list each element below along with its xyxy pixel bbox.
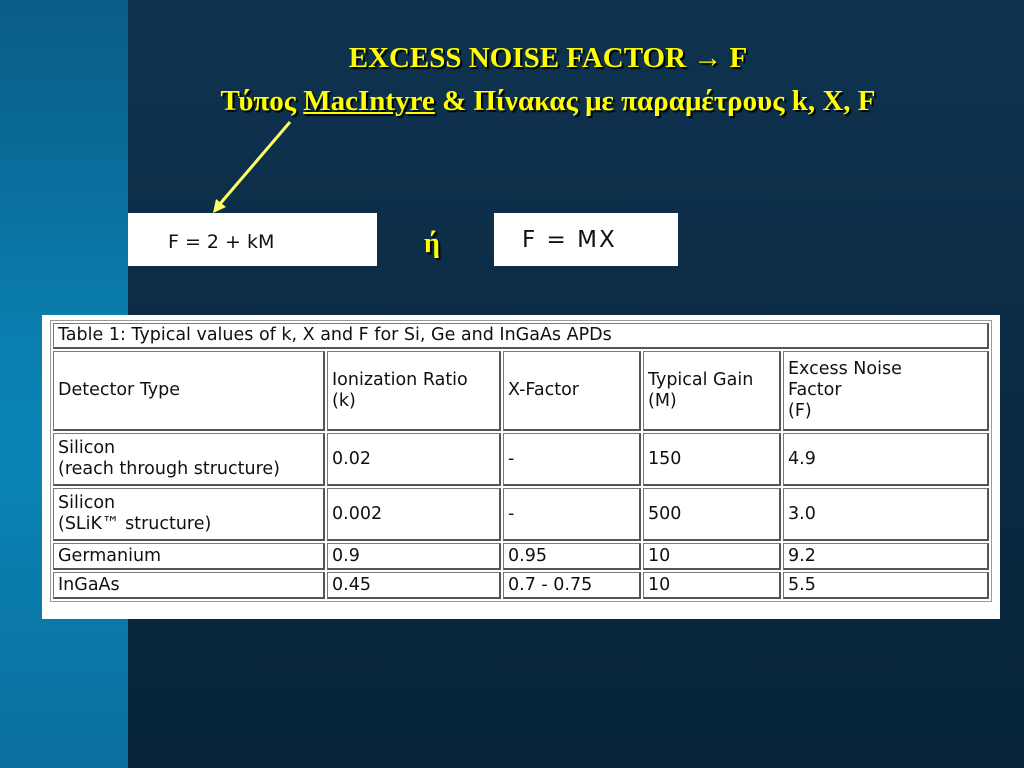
cell-f: 4.9 [783,433,989,486]
header-text: Detector Type [58,380,181,400]
header-excess-noise-factor [783,351,989,431]
subtitle-underlined-link[interactable]: MacIntyre [303,85,435,117]
formula-box-mx [494,213,678,266]
table-row [53,433,989,486]
cell-x: - [503,433,641,486]
table-row [53,488,989,541]
pointer-arrow-line [219,122,290,205]
cell-text: Silicon [58,438,116,458]
cell-detector [53,543,325,570]
cell-k: 0.02 [327,433,501,486]
cell-x: 0.95 [503,543,641,570]
cell-m: 10 [643,572,781,599]
cell-k: 0.45 [327,572,501,599]
cell-m: 10 [643,543,781,570]
header-text: (M) [648,390,677,411]
header-x-factor [503,351,641,431]
formula-box-macintyre [128,213,377,266]
cell-text: Silicon [58,493,116,513]
cell-text: (SLiK™ structure) [58,514,212,534]
header-text: X-Factor [508,380,579,400]
cell-m: 500 [643,488,781,541]
pointer-arrow-head [213,199,226,213]
header-typical-gain [643,351,781,431]
table-row [53,543,989,570]
header-text: Ionization Ratio [332,369,468,390]
header-detector-type [53,351,325,431]
slide-title: EXCESS NOISE FACTOR → F [348,42,748,74]
header-text: (k) [332,390,356,411]
cell-f: 3.0 [783,488,989,541]
subtitle-suffix: & Πίνακας με παραμέτρους k, X, F [434,85,876,117]
slide-subtitle [128,85,968,118]
table-panel [42,315,1000,619]
cell-f: 9.2 [783,543,989,570]
cell-x: - [503,488,641,541]
header-ionization-ratio [327,351,501,431]
formula-macintyre-text: F = 2 + kM [168,231,275,253]
subtitle-prefix: Τύπος [220,85,304,117]
cell-text: Germanium [58,545,162,566]
apd-values-table [50,320,992,602]
cell-detector [53,488,325,541]
table-caption: Table 1: Typical values of k, X and F for Si, Ge and InGaAs APDs [53,323,989,349]
header-text: Excess Noise [788,359,902,379]
cell-text: (reach through structure) [58,459,280,479]
or-label: ή [424,228,440,259]
cell-x: 0.7 - 0.75 [503,572,641,599]
formula-mx-text: F = MX [522,227,617,253]
header-text: (F) [788,401,812,421]
header-text: Factor [788,380,842,400]
cell-k: 0.002 [327,488,501,541]
cell-text: InGaAs [58,574,120,595]
cell-f: 5.5 [783,572,989,599]
header-text: Typical Gain [648,369,754,390]
cell-m: 150 [643,433,781,486]
table-row [53,572,989,599]
cell-detector [53,433,325,486]
cell-detector [53,572,325,599]
cell-k: 0.9 [327,543,501,570]
